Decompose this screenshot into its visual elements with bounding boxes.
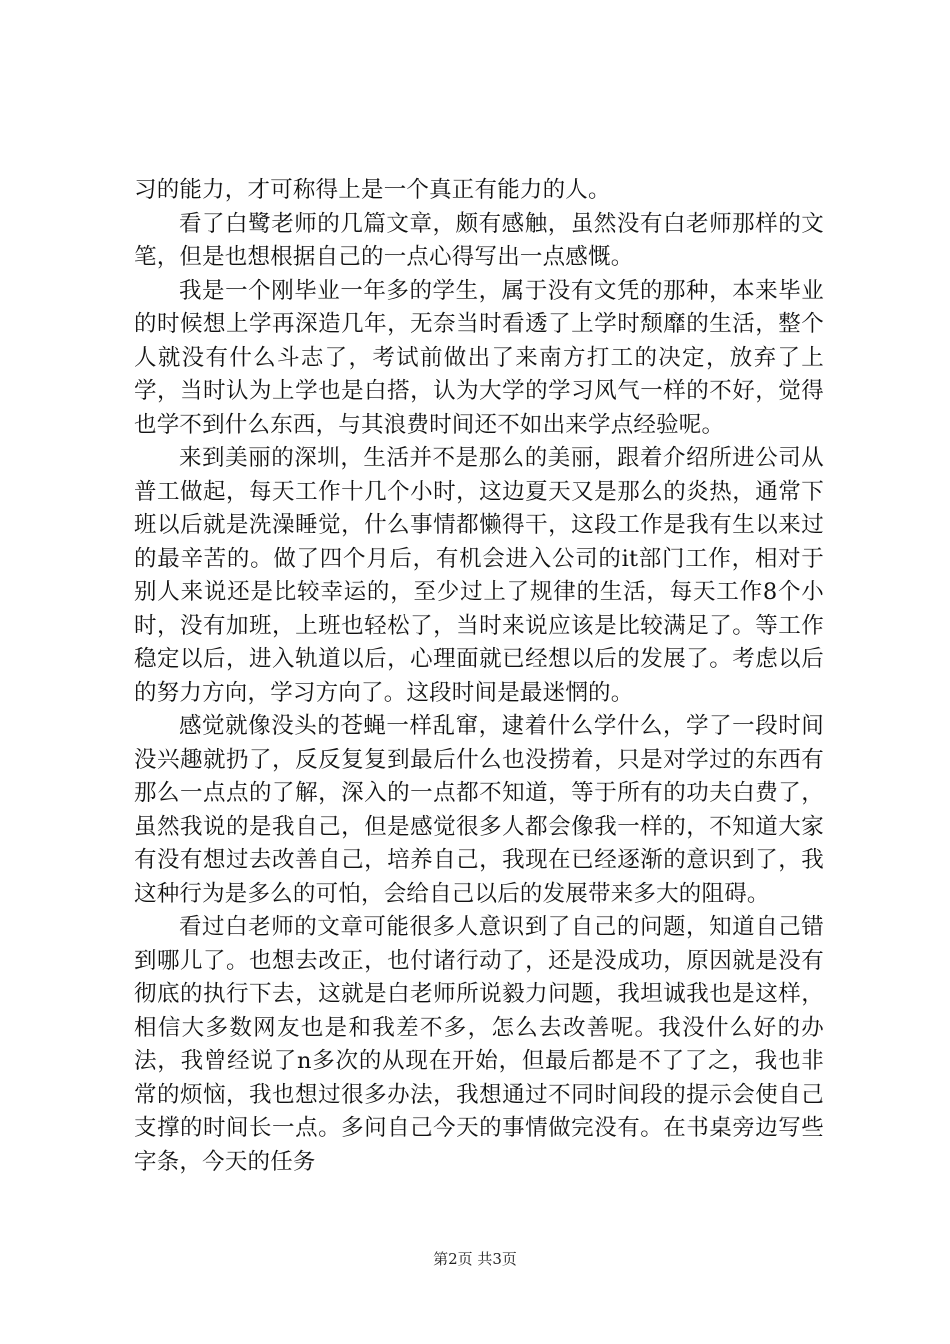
paragraph-5: 感觉就像没头的苍蝇一样乱窜，逮着什么学什么，学了一段时间没兴趣就扔了，反反复复到最后什么也没捞着，只是对学过的东西有那么一点点的了解，深入的一点都不知道，等于所有的功夫白费了，虽然我说的是我自己，但是感觉很多人都会像我一样的，不知道大家有没有想过去改善自己，培养自己，我现在已经逐渐的意识到了，我这种行为是多么的可怕，会给自己以后的发展带来多大的阻碍。 xyxy=(134,713,824,907)
paragraph-1: 习的能力，才可称得上是一个真正有能力的人。 xyxy=(134,177,611,203)
paragraph-2: 看了白鹭老师的几篇文章，颇有感触，虽然没有白老师那样的文笔，但是也想根据自己的一点心得写出一点感慨。 xyxy=(134,210,824,270)
paragraph-6: 看过白老师的文章可能很多人意识到了自己的问题，知道自己错到哪儿了。也想去改正，也付诸行动了，还是没成功，原因就是没有彻底的执行下去，这就是白老师所说毅力问题，我坦诚我也是这样，相信大多数网友也是和我差不多，怎么去改善呢。我没什么好的办法，我曾经说了n多次的从现在开始，但最后都是不了了之，我也非常的烦恼，我也想过很多办法，我想通过不同时间段的提示会使自己支撑的时间长一点。多问自己今天的事情做完没有。在书桌旁边写些字条，今天的任务 xyxy=(134,914,824,1175)
page-footer: 第2页 共3页 xyxy=(433,1250,517,1268)
paragraph-3: 我是一个刚毕业一年多的学生，属于没有文凭的那种，本来毕业的时候想上学再深造几年，无奈当时看透了上学时颓靡的生活，整个人就没有什么斗志了，考试前做出了来南方打工的决定，放弃了上学，当时认为上学也是白搭，认为大学的学习风气一样的不好，觉得也学不到什么东西，与其浪费时间还不如出来学点经验呢。 xyxy=(134,277,824,438)
document-body xyxy=(134,174,824,1179)
paragraph-4: 来到美丽的深圳，生活并不是那么的美丽，跟着介绍所进公司从普工做起，每天工作十几个小时，这边夏天又是那么的炎热，通常下班以后就是洗澡睡觉，什么事情都懒得干，这段工作是我有生以来过的最辛苦的。做了四个月后，有机会进入公司的it部门工作，相对于别人来说还是比较幸运的，至少过上了规律的生活，每天工作8个小时，没有加班，上班也轻松了，当时来说应该是比较满足了。等工作稳定以后，进入轨道以后，心理面就已经想以后的发展了。考虑以后的努力方向，学习方向了。这段时间是最迷惘的。 xyxy=(134,445,824,706)
